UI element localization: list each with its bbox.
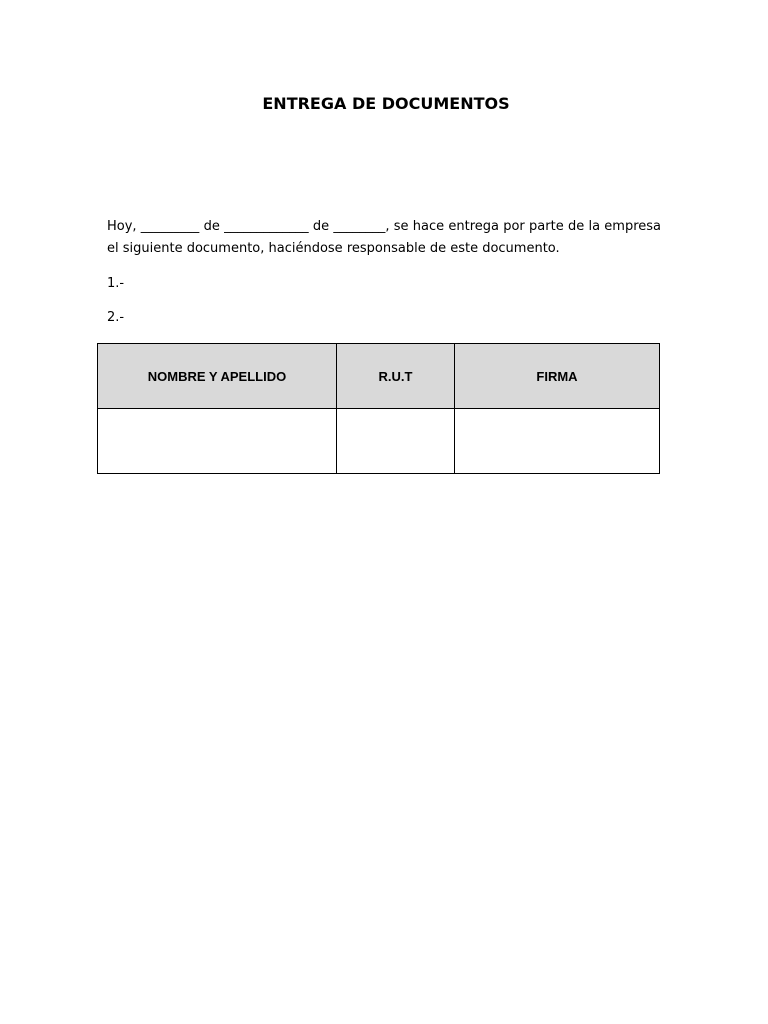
cell-rut[interactable] bbox=[337, 409, 455, 474]
header-rut: R.U.T bbox=[337, 344, 455, 409]
document-title: ENTREGA DE DOCUMENTOS bbox=[262, 94, 510, 113]
list-item-1: 1.- bbox=[107, 276, 125, 291]
header-firma: FIRMA bbox=[455, 344, 660, 409]
signature-table bbox=[97, 343, 660, 474]
list-item-2: 2.- bbox=[107, 310, 125, 325]
table-header-row bbox=[98, 344, 660, 409]
delivery-statement: Hoy, _________ de _____________ de ________, se hace entrega por parte de la empresa el siguiente documento, haciéndose responsable de este documento. bbox=[107, 219, 661, 256]
cell-nombre-apellido[interactable] bbox=[98, 409, 337, 474]
cell-firma[interactable] bbox=[455, 409, 660, 474]
header-nombre-apellido: NOMBRE Y APELLIDO bbox=[98, 344, 337, 409]
table-row bbox=[98, 409, 660, 474]
